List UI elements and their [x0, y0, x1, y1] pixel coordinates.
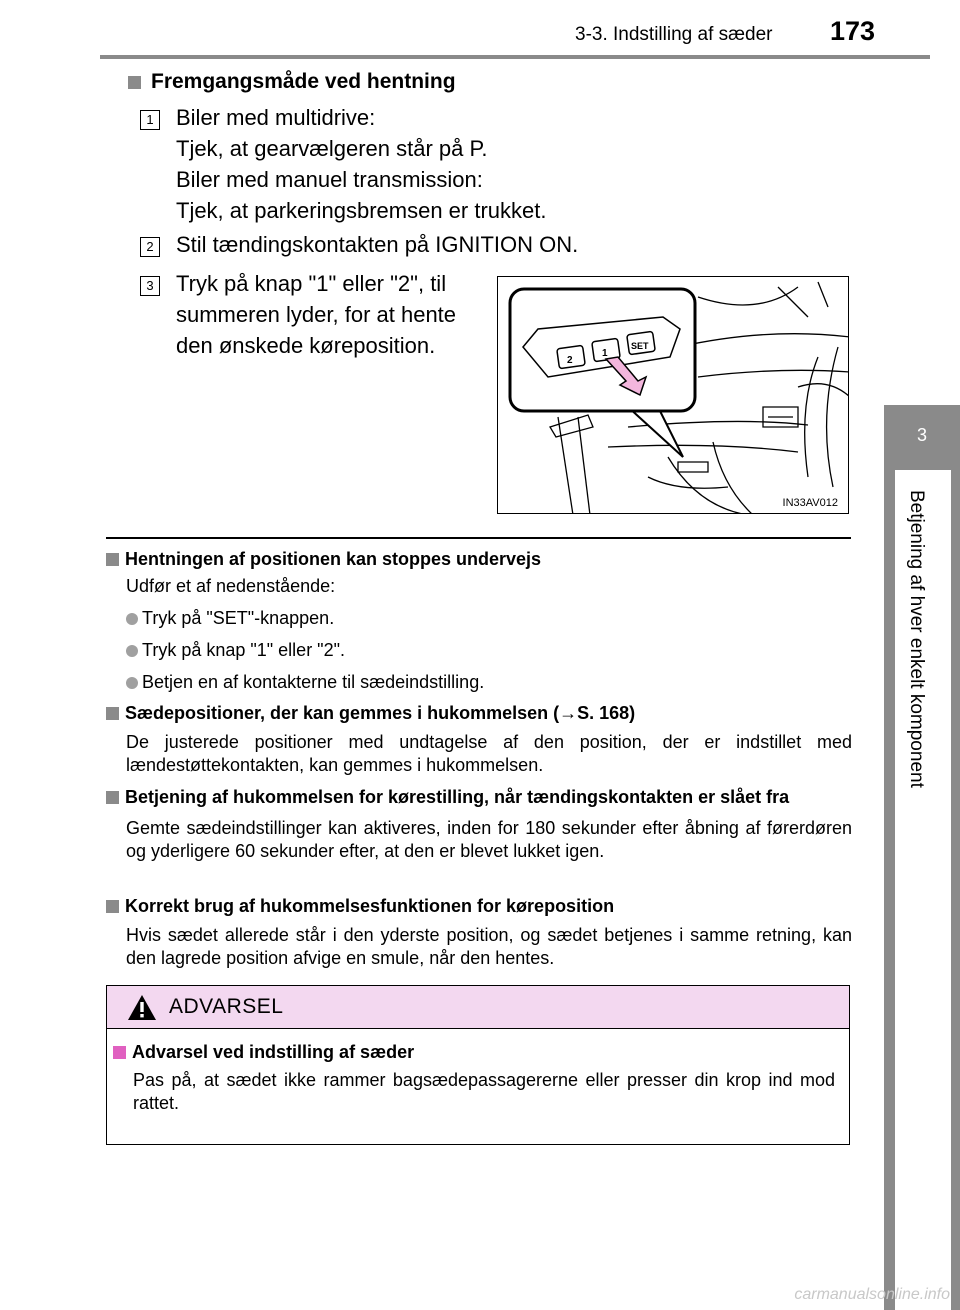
bullet-dot-icon [126, 677, 138, 689]
step-line: Tjek, at gearvælgeren står på P. [176, 136, 488, 161]
warning-triangle-icon [127, 994, 157, 1021]
note-heading: Sædepositioner, der kan gemmes i hukommelsen (→S. 168) [106, 702, 852, 725]
set-button-label: SET [631, 341, 649, 351]
step-number-badge: 1 [140, 110, 160, 130]
step-number-badge: 3 [140, 276, 160, 296]
step-text [176, 102, 546, 226]
header-section-title: 3-3. Indstilling af sæder [575, 24, 773, 45]
note-memory-positions [106, 702, 852, 777]
step-line: Biler med multidrive: [176, 105, 376, 130]
memory-buttons-illustration [497, 276, 849, 514]
step-text [176, 268, 456, 361]
step-number-badge: 2 [140, 237, 160, 257]
list-item: Tryk på "SET"-knappen. [126, 607, 852, 630]
footer-watermark-url: carmanualsonline.info [794, 1286, 950, 1303]
note-square-icon [106, 707, 119, 720]
memory-button-1-label: 1 [602, 348, 608, 359]
car-interior-drawing [498, 277, 849, 514]
list-item: Tryk på knap "1" eller "2". [126, 639, 852, 662]
memory-button-2-label: 2 [567, 355, 573, 366]
note-heading: Hentningen af positionen kan stoppes undervejs [106, 548, 852, 571]
step-line: summeren lyder, for at hente [176, 302, 457, 327]
list-item: Betjen en af kontakterne til sædeindstilling. [126, 671, 852, 694]
step-text [176, 229, 578, 260]
warning-header [107, 986, 849, 1029]
note-ignition-off [106, 786, 852, 863]
step-line: Stil tændingskontakten på IGNITION ON. [176, 232, 579, 257]
note-body: Udfør et af nedenstående: [126, 576, 336, 596]
warning-content [107, 1029, 849, 1115]
note-square-icon [106, 791, 119, 804]
step-line: Tjek, at parkeringsbremsen er trukket. [176, 198, 547, 223]
warning-box [106, 985, 850, 1145]
chapter-title: Betjening af hver enkelt komponent [906, 490, 927, 788]
section-heading [128, 70, 456, 94]
warning-heading: Advarsel ved indstilling af sæder [113, 1041, 835, 1064]
note-square-icon [106, 900, 119, 913]
heading-square-icon [128, 76, 141, 89]
bullet-dot-icon [126, 613, 138, 625]
note-body: Gemte sædeindstillinger kan aktiveres, inden for 180 sekunder efter åbning af førerdøren og yderligere 60 sekunder efter, at den er blevet lukket igen. [126, 818, 852, 861]
note-body: Hvis sædet allerede står i den yderste position, og sædet betjenes i samme retning, kan den lagrede position afvige en smule, når den hentes. [126, 925, 852, 968]
step-line: Biler med manuel transmission: [176, 167, 483, 192]
bullet-dot-icon [126, 645, 138, 657]
step-line: Tryk på knap "1" eller "2", til [176, 271, 447, 296]
warning-square-icon [113, 1046, 126, 1059]
step-line: den ønskede køreposition. [176, 333, 436, 358]
chapter-number: 3 [916, 425, 927, 445]
note-heading: Korrekt brug af hukommelsesfunktionen for køreposition [106, 895, 852, 918]
note-body: De justerede positioner med undtagelse af den position, der er indstillet med lændestøttekontakten, kan gemmes i hukommelsen. [126, 732, 852, 775]
note-correct-use [106, 895, 852, 970]
header-rule [100, 55, 930, 59]
warning-title: ADVARSEL [169, 995, 284, 1018]
section-heading-text: Fremgangsmåde ved hentning [151, 70, 456, 93]
section-divider [106, 537, 851, 539]
note-stop-retrieval [106, 548, 852, 694]
figure-code: IN33AV012 [782, 497, 838, 509]
warning-body: Pas på, at sædet ikke rammer bagsædepassagererne eller presser din krop ind mod rattet. [133, 1070, 835, 1113]
note-heading: Betjening af hukommelsen for kørestilling, når tændingskontakten er slået fra [106, 786, 852, 809]
page-number: 173 [830, 16, 876, 46]
note-square-icon [106, 553, 119, 566]
